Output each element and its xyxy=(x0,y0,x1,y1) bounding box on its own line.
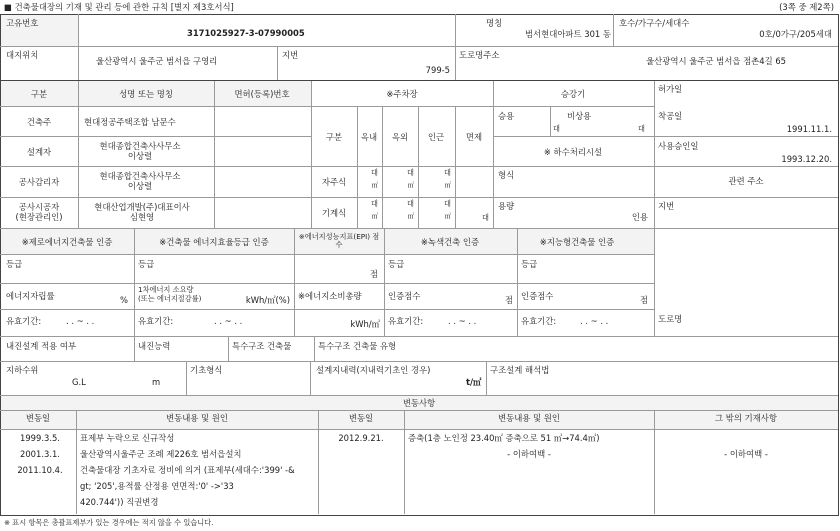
rule xyxy=(654,166,838,167)
area-unit: ㎡ xyxy=(407,181,414,189)
owner-role: 건축주 xyxy=(26,117,52,127)
rule xyxy=(613,14,614,46)
owner-name: 현대정공주택조합 남문수 xyxy=(84,117,176,127)
count-unit: 대 xyxy=(407,168,414,177)
change-reason-line: 울산광역시울주군 조례 제226호 범서읍설치 xyxy=(80,449,242,459)
rule xyxy=(654,410,655,514)
supervisor-name: 현대종합건축사사무소 xyxy=(99,171,181,181)
rule xyxy=(493,197,654,198)
green-building-cert-label: ※녹색건축 인증 xyxy=(420,237,480,247)
contractor-role: 공사시공자 xyxy=(18,202,60,212)
designer-role: 설계자 xyxy=(26,147,52,157)
rule xyxy=(455,106,456,228)
rule xyxy=(0,197,311,198)
rule xyxy=(186,361,187,395)
rule xyxy=(311,197,493,198)
parking-indoor-header: 옥내 xyxy=(360,132,378,142)
point-unit: 점 xyxy=(504,295,513,305)
rule xyxy=(654,81,655,336)
count-unit: 대 xyxy=(371,168,378,177)
percent-unit: % xyxy=(120,295,128,305)
rule xyxy=(0,395,838,396)
epi-score-label: ※에너지성능지표(EPI) 점수 xyxy=(298,232,380,250)
point-unit: 점 xyxy=(369,269,378,279)
approval-date-value: 1993.12.20. xyxy=(781,154,832,164)
rule xyxy=(486,361,487,395)
area-unit: ㎡ xyxy=(444,212,451,220)
rule xyxy=(0,254,654,255)
groundwater-label: 지하수위 xyxy=(6,365,39,375)
rule xyxy=(0,410,838,411)
validity-dots: . . ~ . . xyxy=(66,316,95,326)
seismic-design-label: 내진설계 적용 여부 xyxy=(6,341,77,351)
rule xyxy=(382,106,383,228)
name-label: 명칭 xyxy=(486,18,503,28)
energy-efficiency-cert-label: ※건축물 에너지효율등급 인증 xyxy=(159,237,269,247)
rule xyxy=(0,80,838,81)
site-value: 울산광역시 울주군 범서읍 구영리 xyxy=(96,56,218,66)
rule xyxy=(78,14,79,80)
road-value: 울산광역시 울주군 범서읍 점촌4길 65 xyxy=(646,56,786,66)
rule xyxy=(76,410,77,514)
elevator-passenger-unit: 대 xyxy=(553,124,560,133)
site-label: 대지위치 xyxy=(6,50,39,60)
structural-analysis-label: 구조설계 해석법 xyxy=(490,365,550,375)
change-reason-header: 변동내용 및 원인 xyxy=(166,413,228,423)
change-date: 2011.10.4. xyxy=(17,465,63,475)
zero-energy-cert-label: ※제로에너지건축물 인증 xyxy=(21,237,113,247)
cert-score-label: 인증점수 xyxy=(521,291,554,301)
supervisor-role: 공사감리자 xyxy=(18,177,60,187)
validity-dots: . . ~ . . xyxy=(448,316,477,326)
bearing-capacity-label: 설계지내력(지내력기초인 경우) xyxy=(316,365,431,375)
form-header-title: ■ 건축물대장의 기재 및 관리 등에 관한 규칙 [별지 제3호서식] xyxy=(4,2,234,12)
kwh-unit: kWh/㎡ xyxy=(350,319,380,329)
kwh-percent-unit: kWh/㎡(%) xyxy=(245,295,290,305)
rule xyxy=(455,14,456,80)
grade-label: 등급 xyxy=(6,259,23,269)
rule xyxy=(493,106,654,107)
elevator-emergency-unit: 대 xyxy=(638,124,645,133)
change-reason-header: 변동내용 및 원인 xyxy=(498,413,560,423)
change-reason-line: gt; '205',용적률 산정용 연면적:'0' ->'33 xyxy=(80,481,234,491)
other-notes-header: 그 밖의 기재사항 xyxy=(715,413,777,423)
rule xyxy=(493,81,494,228)
lot-label: 지번 xyxy=(282,50,299,60)
rule xyxy=(404,410,405,514)
rule xyxy=(0,46,838,47)
rule xyxy=(0,136,311,137)
parking-self-row: 자주식 xyxy=(321,177,347,187)
validity-dots: . . ~ . . xyxy=(214,316,243,326)
rule xyxy=(228,336,229,361)
road-name-label: 도로명 xyxy=(658,314,683,324)
parking-mech-row: 기계식 xyxy=(321,208,347,218)
count-unit: 대 xyxy=(444,199,451,208)
change-date-header: 변동일 xyxy=(348,413,374,423)
smart-building-cert-label: ※지능형건축물 인증 xyxy=(539,237,615,247)
validity-label: 유효기간: xyxy=(6,316,42,326)
count-unit: 대 xyxy=(371,199,378,208)
road-label: 도로명주소 xyxy=(459,50,500,60)
change-date: 1999.3.5. xyxy=(20,433,60,443)
rule xyxy=(493,166,654,167)
gl-label: G.L xyxy=(72,377,86,387)
area-unit: ㎡ xyxy=(444,181,451,189)
sewage-capacity-label: 용량 xyxy=(498,201,515,211)
designer-name-2: 이상렬 xyxy=(127,151,153,161)
parking-title: ※주차장 xyxy=(386,89,418,99)
rule xyxy=(311,106,493,107)
name-value: 범서현대아파트 301 동 xyxy=(524,29,611,39)
related-address-label: 관련 주소 xyxy=(728,176,764,186)
change-date: 2012.9.21. xyxy=(338,433,384,443)
rule xyxy=(418,106,419,228)
grade-label: 등급 xyxy=(138,259,155,269)
rule xyxy=(311,166,493,167)
count-unit: 대 xyxy=(407,199,414,208)
rule xyxy=(277,47,278,80)
supervisor-name-2: 이상렬 xyxy=(127,181,153,191)
change-reason-line: 표제부 누락으로 신규작성 xyxy=(80,433,175,443)
cert-score-label: 인증점수 xyxy=(388,291,421,301)
units-label: 호수/가구수/세대수 xyxy=(619,18,690,28)
rule xyxy=(493,136,654,137)
rule xyxy=(654,197,838,198)
grade-label: 등급 xyxy=(388,259,405,269)
point-unit: 점 xyxy=(639,295,648,305)
rule xyxy=(318,410,319,514)
related-lot-label: 지번 xyxy=(658,201,675,211)
changes-title: 변동사항 xyxy=(402,398,436,408)
blank-below-marker: - 이하여백 - xyxy=(507,449,551,459)
sewage-capacity-unit: 인용 xyxy=(631,212,648,222)
people-license-header: 면허(등록)번호 xyxy=(234,89,290,99)
validity-dots: . . ~ . . xyxy=(580,316,609,326)
area-unit: ㎡ xyxy=(407,212,414,220)
change-reason-line: 건축물대장 기초자료 정비에 의거 (표제부(세대수:'399' -& xyxy=(80,465,295,475)
rule xyxy=(0,228,838,229)
rule xyxy=(384,228,385,336)
exempt-unit: 대 xyxy=(482,213,489,222)
sewage-type-label: 형식 xyxy=(498,170,515,180)
rule xyxy=(550,106,551,136)
area-unit: ㎡ xyxy=(371,212,378,220)
rule xyxy=(0,336,838,337)
special-structure-label: 특수구조 건축물 xyxy=(232,341,292,351)
people-name-header: 성명 또는 명칭 xyxy=(119,89,173,99)
start-date-label: 착공일 xyxy=(658,111,683,121)
self-sufficiency-label: 에너지자립률 xyxy=(6,291,55,301)
primary-energy-label: 1차에너지 소요량 xyxy=(138,285,194,294)
parking-type-header: 구분 xyxy=(325,132,343,142)
parking-nearby-header: 인근 xyxy=(427,132,445,142)
rule xyxy=(0,166,311,167)
validity-label: 유효기간: xyxy=(138,316,174,326)
contractor-role-2: (현장관리인) xyxy=(15,212,63,222)
rule xyxy=(517,228,518,336)
rule xyxy=(0,309,654,310)
lot-value: 799-5 xyxy=(425,65,450,75)
rule xyxy=(0,106,311,107)
start-date-value: 1991.11.1. xyxy=(786,124,832,134)
rule xyxy=(311,81,312,228)
rule xyxy=(78,81,79,228)
change-reason-line: 증축(1층 노인정 23.40㎡ 증축으로 51 ㎡→74.4㎡) xyxy=(408,433,600,443)
contractor-name: 현대산업개발(주)대표이사 xyxy=(94,202,190,212)
sewage-title: ※ 하수처리시설 xyxy=(543,147,603,157)
rule xyxy=(314,336,315,361)
designer-name: 현대종합건축사사무소 xyxy=(99,141,181,151)
seismic-capacity-label: 내진능력 xyxy=(138,341,171,351)
elevator-passenger-label: 승용 xyxy=(498,111,515,121)
primary-energy-label-2: (또는 에너지절감률) xyxy=(138,294,202,303)
other-notes-blank-marker: - 이하여백 - xyxy=(724,449,768,459)
id-value: 3171025927-3-07990005 xyxy=(187,28,305,38)
validity-label: 유효기간: xyxy=(521,316,557,326)
rule xyxy=(134,336,135,361)
foundation-type-label: 기초형식 xyxy=(190,365,223,375)
elevator-emergency-label: 비상용 xyxy=(567,111,592,121)
parking-outdoor-header: 옥외 xyxy=(391,132,409,142)
rule xyxy=(310,361,311,395)
rule xyxy=(0,429,838,430)
special-structure-type-label: 특수구조 건축물 유형 xyxy=(318,341,397,351)
area-unit: ㎡ xyxy=(371,181,378,189)
page-indicator: (3쪽 중 제2쪽) xyxy=(779,2,834,12)
change-date: 2001.3.1. xyxy=(20,449,60,459)
rule xyxy=(654,136,838,137)
grade-label: 등급 xyxy=(521,259,538,269)
count-unit: 대 xyxy=(444,168,451,177)
rule xyxy=(357,106,358,228)
parking-exempt-header: 면제 xyxy=(465,132,483,142)
meter-unit: m xyxy=(152,377,161,387)
rule xyxy=(134,228,135,336)
contractor-name-2: 심현영 xyxy=(129,212,155,222)
id-label: 고유번호 xyxy=(6,18,39,28)
elevator-title: 승강기 xyxy=(560,89,586,99)
rule xyxy=(214,81,215,228)
change-date-header: 변동일 xyxy=(25,413,51,423)
validity-label: 유효기간: xyxy=(388,316,424,326)
footer-note: ※ 표시 항목은 총괄표제부가 있는 경우에는 적지 않을 수 있습니다. xyxy=(4,518,214,527)
permit-date-label: 허가일 xyxy=(658,84,683,94)
bearing-unit: t/㎡ xyxy=(466,377,482,387)
approval-date-label: 사용승인일 xyxy=(658,141,699,151)
rule xyxy=(0,361,838,362)
rule xyxy=(0,283,654,284)
change-reason-line: 420.744')) 직권변경 xyxy=(80,497,159,507)
rule xyxy=(294,228,295,336)
total-consumption-label: ※에너지소비총량 xyxy=(298,291,362,301)
people-type-header: 구분 xyxy=(30,89,48,99)
units-value: 0호/0가구/205세대 xyxy=(759,29,832,39)
